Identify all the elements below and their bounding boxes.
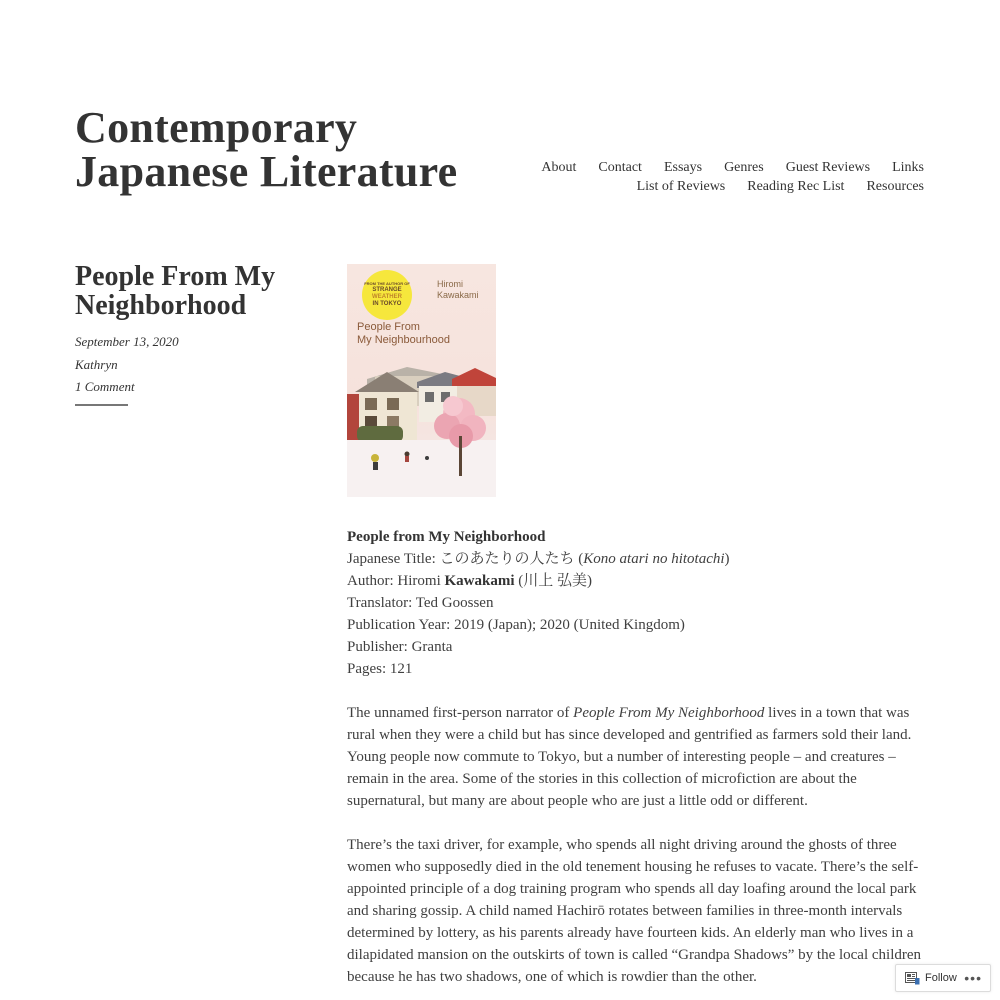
author-surname: Kawakami (444, 573, 515, 589)
post-author-link[interactable]: Kathryn (75, 356, 118, 372)
cover-badge-line-1: STRANGE (372, 287, 402, 293)
p1-rest: lives in a town that was rural when they were a child but has since developed and gentrified as farmers sold their land. Young people now commute to Tokyo, but a number of interesting people – and creatures – remain in the area. Some of the stories in this collection of microfiction are about the supernatural, but many are about people who are just a little odd or different. (347, 705, 912, 809)
body-paragraph-2: There’s the taxi driver, for example, who spends all night driving around the ghosts of three women who supposedly died in the old tenement housing he refuses to vacate. There’s the self-appointed principle of a dog training program who spends all day loafing around the local park and sharing gossip. A child named Hachirō rotates between families in three-month intervals determined by lottery, as his parents already have fourteen kids. An elderly man who lives in a dilapidated mansion on the outskirts of town is called “Grandpa Shadows” by the local children because he has two shadows, one of which is rowdier than the other. (347, 837, 922, 985)
cover-badge-line-2: WEATHER (372, 294, 402, 300)
follow-icon (905, 972, 920, 985)
follow-label: Follow (925, 972, 957, 984)
nav-item-essays[interactable]: Essays (663, 160, 703, 175)
p1-book-title: People From My Neighborhood (573, 705, 765, 721)
detail-pages: Pages: 121 (347, 661, 413, 677)
nav-row-1 (504, 158, 924, 177)
detail-publisher: Publisher: Granta (347, 639, 453, 655)
cover-illustration (347, 264, 496, 497)
site-title-line-1: Contemporary (75, 103, 358, 152)
site-title[interactable] (75, 103, 495, 196)
post-title: People From My Neighborhood (75, 261, 276, 321)
cover-title-line-2: My Neighbourhood (357, 334, 450, 346)
nav-item-guest-reviews[interactable]: Guest Reviews (785, 160, 871, 175)
book-cover-image[interactable] (347, 264, 496, 497)
post-content (347, 526, 927, 1000)
nav-item-reading-rec-list[interactable]: Reading Rec List (747, 179, 845, 194)
author-label: Author: Hiromi (347, 573, 445, 589)
author-japanese: (川上 弘美) (518, 573, 593, 589)
detail-translator: Translator: Ted Goossen (347, 595, 494, 611)
post-comments-link[interactable]: 1 Comment (75, 379, 135, 394)
detail-book-title (347, 526, 927, 548)
nav-item-about[interactable]: About (541, 160, 577, 175)
nav-item-links[interactable]: Links (892, 160, 924, 175)
meta-divider (75, 404, 128, 406)
detail-author (347, 570, 927, 592)
book-details (347, 526, 927, 680)
cover-author-last: Kawakami (437, 290, 479, 300)
body-paragraph-1 (347, 702, 927, 812)
main-navigation (504, 158, 924, 196)
nav-item-genres[interactable]: Genres (724, 160, 764, 175)
cover-badge-line-3: IN TOKYO (372, 301, 402, 307)
p1-start: The unnamed first-person narrator of (347, 705, 574, 721)
book-title-bold: People from My Neighborhood (347, 529, 546, 545)
post-meta (75, 331, 275, 399)
cover-badge-top: FROM THE AUTHOR OF (364, 281, 410, 286)
nav-item-list-of-reviews[interactable]: List of Reviews (636, 179, 726, 194)
cover-title-line-1: People From (357, 321, 420, 333)
detail-japanese-title: Japanese Title: このあたりの人たち (Kono atari no hitotachi) (347, 551, 730, 567)
follow-button[interactable] (895, 964, 991, 992)
more-options-icon[interactable]: ••• (964, 970, 982, 986)
nav-row-2 (504, 177, 924, 196)
nav-item-contact[interactable]: Contact (598, 160, 642, 175)
detail-publication-year: Publication Year: 2019 (Japan); 2020 (United Kingdom) (347, 617, 685, 633)
japanese-title-text: このあたりの人たち (439, 551, 575, 567)
site-title-line-2: Japanese Literature (75, 147, 458, 196)
japanese-title-label: Japanese Title: (347, 551, 440, 567)
post-date-link[interactable]: September 13, 2020 (75, 334, 179, 349)
japanese-title-romaji: Kono atari no hitotachi (583, 551, 725, 567)
cover-author-first: Hiromi (437, 279, 463, 289)
nav-item-resources[interactable]: Resources (866, 179, 924, 194)
